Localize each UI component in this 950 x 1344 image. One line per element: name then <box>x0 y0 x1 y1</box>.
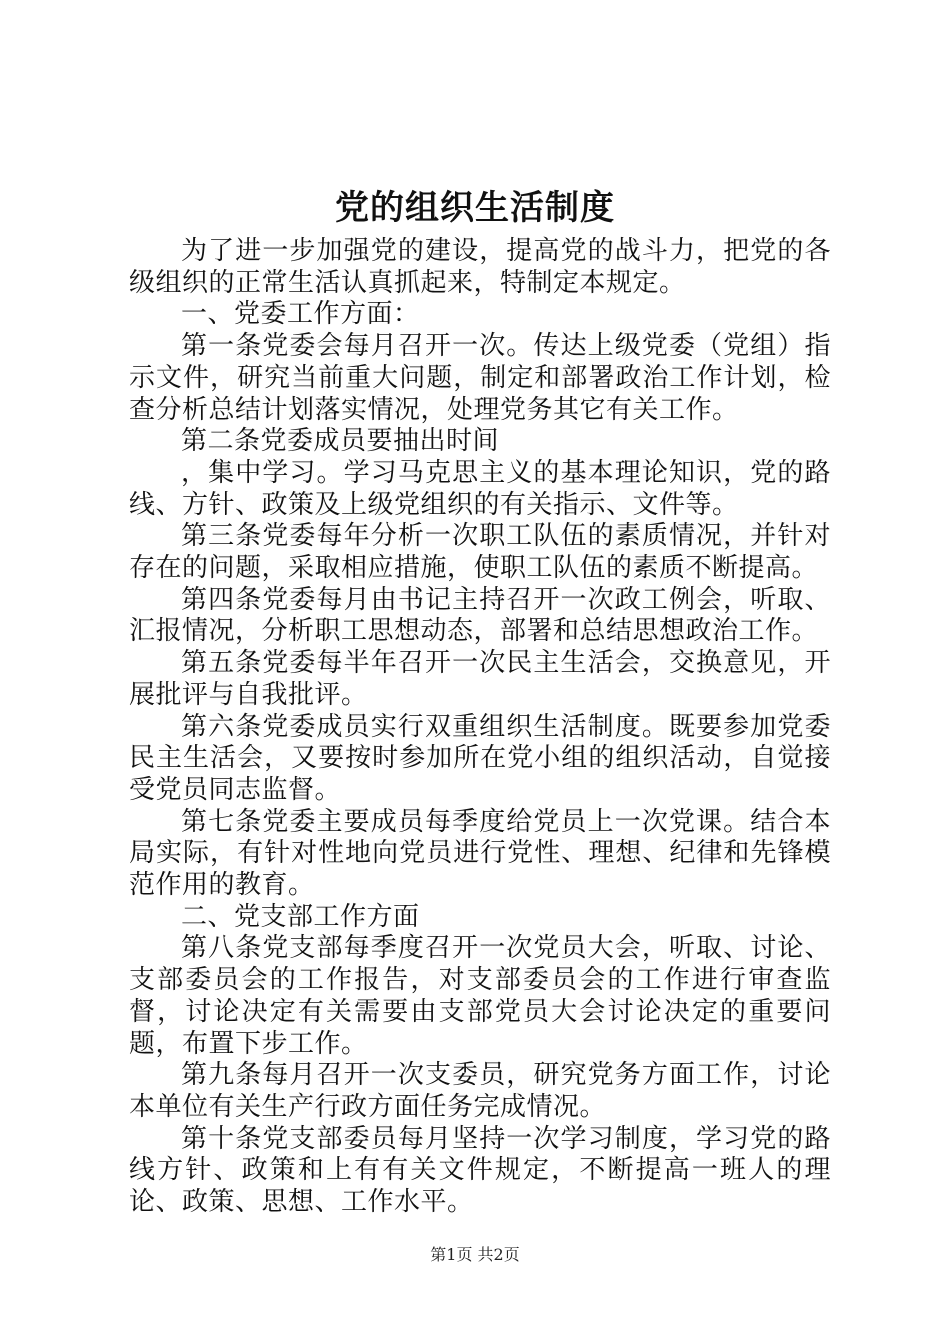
article-2-continuation: ，集中学习。学习马克思主义的基本理论知识，党的路线、方针、政策及上级党组织的有关指示、文件等。 <box>129 457 831 520</box>
article-9-paragraph: 第九条每月召开一次支委员，研究党务方面工作，讨论本单位有关生产行政方面任务完成情况。 <box>129 1060 831 1122</box>
article-5-paragraph: 第五条党委每半年召开一次民主生活会，交换意见，开展批评与自我批评。 <box>129 648 831 710</box>
page-title: 党的组织生活制度 <box>335 188 615 228</box>
page-footer: 第1页 共2页 <box>430 1245 520 1264</box>
article-8-paragraph: 第八条党支部每季度召开一次党员大会，听取、讨论、支部委员会的工作报告，对支部委员会的工作进行审查监督，讨论决定有关需要由支部党员大会讨论决定的重要问题，布置下步工作。 <box>129 933 831 1059</box>
article-7-paragraph: 第七条党委主要成员每季度给党员上一次党课。结合本局实际，有针对性地向党员进行党性、理想、纪律和先锋模范作用的教育。 <box>129 806 831 901</box>
article-6-paragraph: 第六条党委成员实行双重组织生活制度。既要参加党委民主生活会，又要按时参加所在党小组的组织活动，自觉接受党员同志监督。 <box>129 711 831 805</box>
intro-paragraph: 为了进一步加强党的建设，提高党的战斗力，把党的各级组织的正常生活认真抓起来，特制定本规定。 <box>129 236 831 298</box>
article-2-paragraph: 第二条党委成员要抽出时间 <box>181 426 500 457</box>
article-4-paragraph: 第四条党委每月由书记主持召开一次政工例会，听取、汇报情况，分析职工思想动态，部署和总结思想政治工作。 <box>129 584 831 647</box>
article-1-paragraph: 第一条党委会每月召开一次。传达上级党委（党组）指示文件，研究当前重大问题，制定和部署政治工作计划，检查分析总结计划落实情况，处理党务其它有关工作。 <box>129 331 831 425</box>
section-heading-party-branch: 二、党支部工作方面 <box>181 901 420 932</box>
document-body <box>129 236 831 1219</box>
section-heading-party-committee: 一、党委工作方面： <box>181 299 420 330</box>
article-3-paragraph: 第三条党委每年分析一次职工队伍的素质情况，并针对存在的问题，采取相应措施，使职工队伍的素质不断提高。 <box>129 521 831 584</box>
article-10-paragraph: 第十条党支部委员每月坚持一次学习制度，学习党的路线方针、政策和上有有关文件规定，不断提高一班人的理论、政策、思想、工作水平。 <box>129 1123 831 1218</box>
